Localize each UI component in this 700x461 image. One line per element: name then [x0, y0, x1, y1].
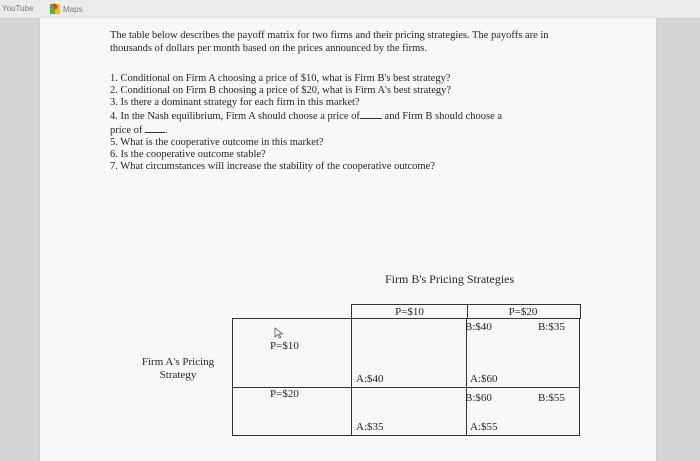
- question-1: 1. Conditional on Firm A choosing a price of $10, what is Firm B's best strategy?: [110, 73, 451, 84]
- cell-b-20-10: B:$60: [465, 392, 492, 404]
- cell-a-20-20: A:$55: [470, 421, 498, 433]
- question-4-part1: 4. In the Nash equilibrium, Firm A should choose a price of: [110, 111, 360, 122]
- question-4-part3: price of: [110, 125, 143, 136]
- question-3: 3. Is there a dominant strategy for each firm in this market?: [110, 97, 360, 108]
- problem-sheet: [40, 18, 656, 461]
- bookmark-maps[interactable]: [50, 4, 83, 14]
- question-4: [110, 109, 580, 123]
- cell-a-20-10: A:$35: [356, 421, 384, 433]
- question-7: 7. What circumstances will increase the stability of the cooperative outcome?: [110, 161, 435, 172]
- matrix-divider: [351, 319, 352, 435]
- question-2: 2. Conditional on Firm B choosing a price of $20, what is Firm A's best strategy?: [110, 85, 452, 96]
- row-header-p20: P=$20: [270, 388, 299, 400]
- payoff-matrix: [232, 318, 580, 436]
- question-list: [110, 73, 580, 173]
- cell-b-20-20: B:$55: [538, 392, 565, 404]
- matrix-divider: [466, 319, 467, 435]
- bookmark-youtube[interactable]: [2, 4, 33, 13]
- firm-a-label: Firm A's Pricing Strategy: [141, 356, 215, 381]
- cell-a-10-20: A:$60: [470, 373, 498, 385]
- mouse-cursor-icon: [274, 327, 284, 339]
- col-header-p20: P=$20: [466, 304, 581, 319]
- firm-b-title: Firm B's Pricing Strategies: [385, 272, 515, 286]
- answer-blank-firm-a[interactable]: [360, 109, 382, 119]
- question-4-part2: and Firm B should choose a: [384, 111, 503, 122]
- cell-a-10-10: A:$40: [356, 373, 384, 385]
- question-4-part4: .: [164, 125, 168, 136]
- question-4-cont: [110, 123, 580, 137]
- problem-intro: The table below describes the payoff matrix for two firms and their pricing strategies. The payoffs are in thousands of dollars per month based on the prices announced by the firms.: [110, 30, 549, 54]
- bookmark-youtube-label: YouTube: [2, 4, 34, 13]
- bookmark-maps-label: Maps: [63, 4, 83, 14]
- bookmarks-bar: [0, 0, 700, 19]
- row-header-p10: P=$10: [270, 340, 299, 352]
- question-5: 5. What is the cooperative outcome in this market?: [110, 137, 324, 148]
- col-header-p10: P=$10: [351, 304, 468, 319]
- answer-blank-firm-b[interactable]: [145, 123, 165, 133]
- cell-b-10-20: B:$35: [538, 321, 565, 333]
- question-6: 6. Is the cooperative outcome stable?: [110, 149, 266, 160]
- maps-icon: [50, 4, 60, 14]
- cell-b-10-10: B:$40: [465, 321, 492, 333]
